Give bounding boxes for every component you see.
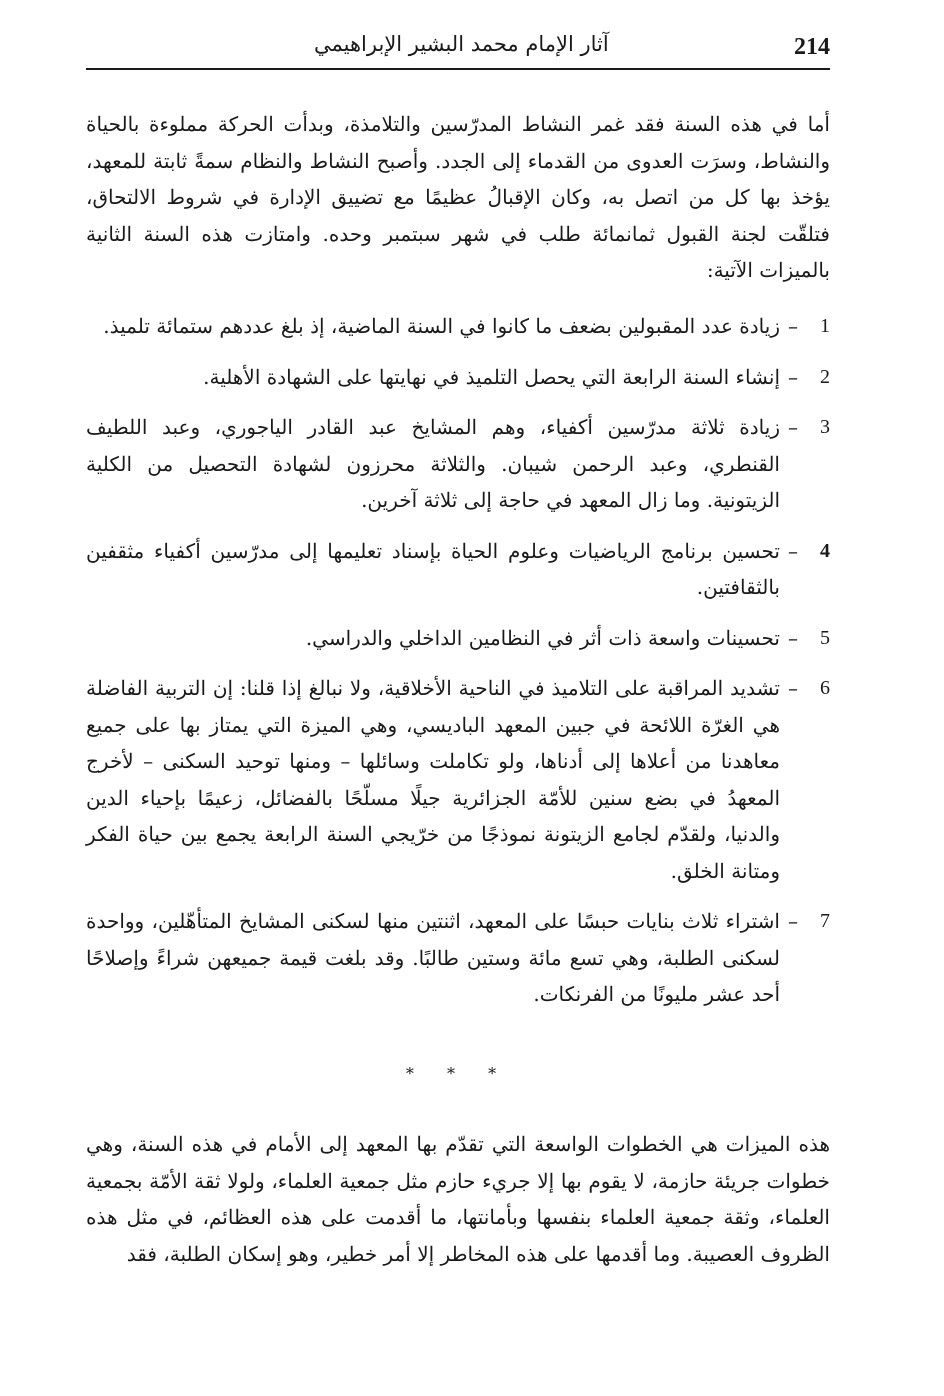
list-item-dash: – [788, 625, 798, 650]
list-item-number: 4 [820, 539, 830, 562]
page-header [86, 28, 830, 70]
intro-paragraph: أما في هذه السنة فقد غمر النشاط المدرّسين والتلامذة، وبدأت الحركة مملوءة بالحياة والنشاط، وسرَت العدوى من القدماء إلى الجدد. وأصبح النشاط والنظام سمةً ثابتة للمعهد، يؤخذ بها كل من اتصل به، وكان الإقبالُ عظيمًا مع تضييق الإدارة في شروط الالتحاق، فتلقّت لجنة القبول ثمانمائة طلب في شهر سبتمبر وحده. وامتازت هذه السنة الثانية بالميزات الآتية: [86, 112, 830, 282]
list-item-number: 1 [820, 315, 830, 337]
list-item [86, 620, 830, 657]
list-item-text: تحسين برنامج الرياضيات وعلوم الحياة بإسناد تعليمها إلى مدرّسين أكفياء مثقفين بالثقافتين. [86, 538, 780, 599]
closing-paragraph: هذه الميزات هي الخطوات الواسعة التي تقدّم بها المعهد إلى الأمام في هذه السنة، وهي خطوات جريئة حازمة، لا يقوم بها إلا جريء حازم مثل جمعية العلماء، ولولا ثقة الأمّة بجمعية العلماء، وثقة جمعية العلماء بنفسها وبأمانتها، ما أقدمت على هذه العظائم، في مثل هذه الظروف العصيبة. وما أقدمها على هذه المخاطر إلا أمر خطير، وهو إسكان الطلبة، فقد [86, 1132, 830, 1266]
list-item-dash: – [788, 314, 798, 338]
list-item-dash: – [788, 676, 798, 700]
list-item-number: 5 [820, 626, 830, 649]
list-item-dash: – [788, 415, 798, 439]
list-item-number: 3 [820, 416, 830, 438]
list-item [86, 903, 830, 1013]
list-item-dash: – [788, 909, 798, 933]
page-number: 214 [794, 34, 830, 60]
list-item-text: زيادة ثلاثة مدرّسين أكفياء، وهم المشايخ عبد القادر الياجوري، وعبد اللطيف القنطري، وعبد الرحمن شيبان. والثلاثة محرزون لشهادة التحصيل من الكلية الزيتونية. وما زال المعهد في حاجة إلى ثلاثة آخرين. [86, 415, 780, 512]
section-separator: * * * [405, 1064, 511, 1083]
list-item [86, 409, 830, 519]
features-list [86, 308, 830, 1027]
list-item-number: 2 [820, 365, 830, 388]
list-item-text: زيادة عدد المقبولين بضعف ما كانوا في السنة الماضية، إذ بلغ عددهم ستمائة تلميذ. [103, 314, 780, 338]
list-item-number: 7 [820, 910, 830, 932]
list-item-text: إنشاء السنة الرابعة التي يحصل التلميذ في نهايتها على الشهادة الأهلية. [203, 364, 780, 389]
running-title: آثار الإمام محمد البشير الإبراهيمي [314, 32, 609, 56]
list-item-dash: – [788, 538, 798, 563]
list-item [86, 359, 830, 396]
list-item-number: 6 [820, 677, 830, 699]
list-item-text: تشديد المراقبة على التلاميذ في الناحية الأخلاقية، ولا نبالغ إذا قلنا: إن التربية الفاضلة هي الغرّة اللائحة في جبين المعهد الباديسي، وهي الميزة التي يمتاز بها على جميع معاهدنا من أعلاها إلى أدناها، ولو تكاملت وسائلها – ومنها توحيد السكنى – لأخرج المعهدُ في بضع سنين للأمّة الجزائرية جيلًا مسلّحًا بالفضائل، زعيمًا بإحياء الدين والدنيا، ولقدّم لجامع الزيتونة نموذجًا من خرّيجي السنة الرابعة يجمع بين حياة الفكر ومتانة الخلق. [86, 676, 780, 883]
list-item-text: تحسينات واسعة ذات أثر في النظامين الداخلي والدراسي. [305, 625, 780, 650]
list-item [86, 533, 830, 606]
list-item [86, 670, 830, 889]
list-item [86, 308, 830, 345]
list-item-dash: – [788, 364, 798, 389]
list-item-text: اشتراء ثلاث بنايات حبسًا على المعهد، اثنتين منها لسكنى المشايخ المتأهّلين، وواحدة لسكنى الطلبة، وهي تسع مائة وستين طالبًا. وقد بلغت قيمة جميعهن شراءً وإصلاحًا أحد عشر مليونًا من الفرنكات. [86, 909, 780, 1006]
